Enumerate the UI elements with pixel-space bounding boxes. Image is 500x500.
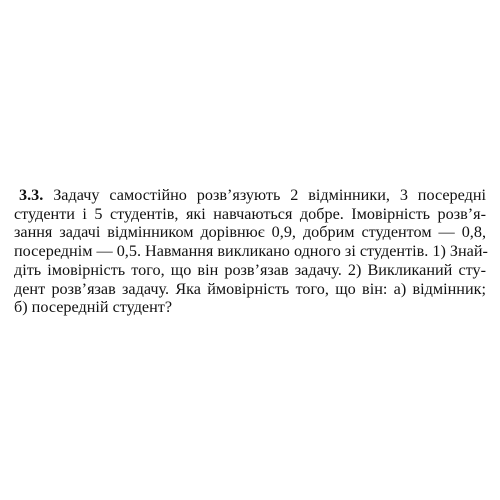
problem-line-5: діть імовірність того, що він розв’язав задачу. 2) Викликаний сту- xyxy=(14,260,486,279)
problem-line-7: б) посередній студент? xyxy=(14,298,173,317)
problem-line-3: зання задачі відмінником дорівнює 0,9, добрим студентом — 0,8, xyxy=(14,223,486,242)
problem-number: 3.3. xyxy=(19,186,44,204)
problem-line-1-text: Задачу самостійно розв’язують 2 відмінники, 3 посередні xyxy=(53,186,486,204)
problem-line-4: посереднім — 0,5. Навмання викликано одного зі студентів. 1) Знай- xyxy=(14,242,488,261)
problem-line-2: студенти і 5 студентів, які навчаються добре. Імовірність розв’я- xyxy=(14,204,486,223)
problem-line-6: дент розв’язав задачу. Яка ймовірність того, що він: а) відмінник; xyxy=(14,279,486,298)
problem-text-block xyxy=(14,186,486,317)
problem-line-1 xyxy=(14,186,486,205)
